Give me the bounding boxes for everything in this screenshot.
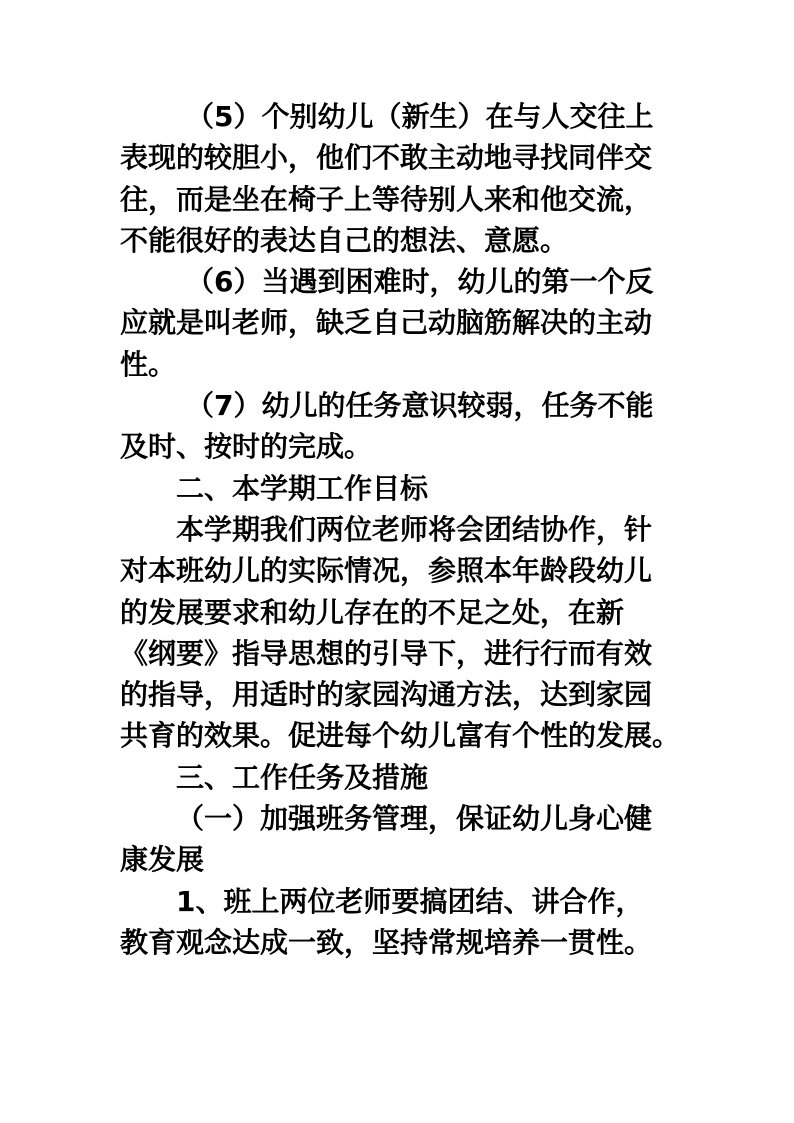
text-line: 教育观念达成一致，坚持常规培养一贯性。 xyxy=(120,925,653,959)
text-line: 康发展 xyxy=(120,843,205,877)
document-body xyxy=(120,96,680,963)
text-line: 应就是叫老师，缺乏自己动脑筋解决的主动 xyxy=(120,306,653,340)
text-line: 《纲要》指导思想的引导下，进行行而有效 xyxy=(120,636,653,670)
section-heading: 二、本学期工作目标 xyxy=(176,471,429,505)
text-line: 的发展要求和幼儿存在的不足之处，在新 xyxy=(120,595,625,629)
text-line: 对本班幼儿的实际情况，参照本年龄段幼儿 xyxy=(120,554,653,588)
text-line: 共育的效果。促进每个幼儿富有个性的发展。 xyxy=(120,719,681,753)
text-line: 1、班上两位老师要搞团结、讲合作， xyxy=(176,884,644,918)
text-line: 及时、按时的完成。 xyxy=(120,430,373,464)
text-line: （6）当遇到困难时，幼儿的第一个反 xyxy=(186,265,654,299)
subsection-heading: （一）加强班务管理，保证幼儿身心健 xyxy=(176,802,653,836)
section-heading: 三、工作任务及措施 xyxy=(176,760,429,794)
text-line: 的指导，用适时的家园沟通方法，达到家园 xyxy=(120,678,653,712)
text-line: 往，而是坐在椅子上等待别人来和他交流， xyxy=(120,182,653,216)
text-line: 性。 xyxy=(120,347,177,381)
text-line: 不能很好的表达自己的想法、意愿。 xyxy=(120,223,569,257)
text-line: 表现的较胆小，他们不敢主动地寻找同伴交 xyxy=(120,141,653,175)
text-line: （5）个别幼儿（新生）在与人交往上 xyxy=(186,100,654,133)
text-line: 本学期我们两位老师将会团结协作，针 xyxy=(176,512,653,546)
text-line: （7）幼儿的任务意识较弱，任务不能 xyxy=(186,389,654,423)
